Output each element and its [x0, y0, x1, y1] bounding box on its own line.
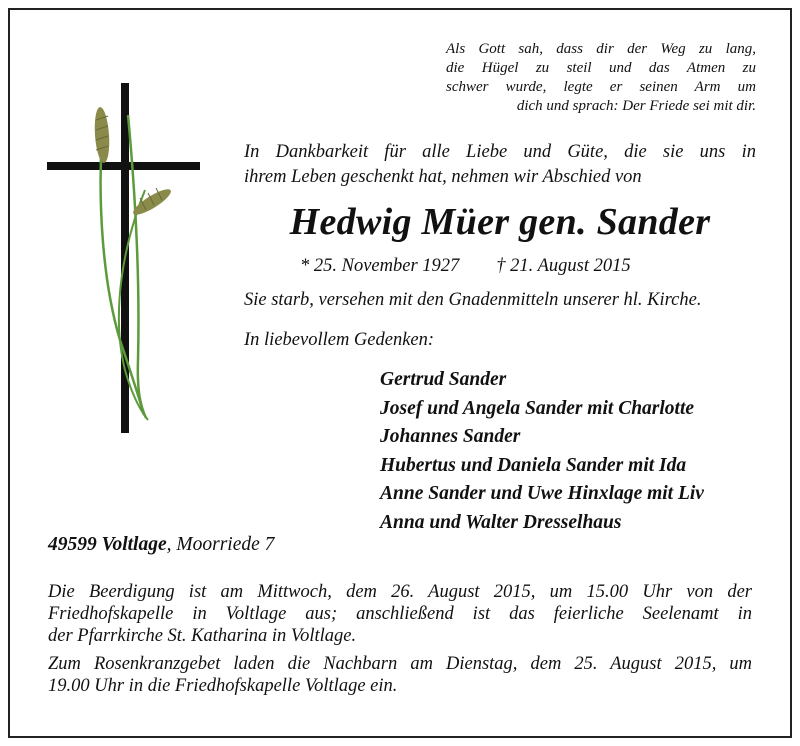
intro-line: ihrem Leben geschenkt hat, nehmen wir Abschied von	[244, 167, 642, 187]
memory-label: In liebevollem Gedenken:	[244, 330, 435, 350]
address-place: 49599 Voltlage	[48, 534, 167, 555]
mourner-item: Gertrud Sander	[380, 369, 507, 390]
deceased-name: Hedwig Müer gen. Sander	[289, 201, 711, 243]
mourner-item: Anne Sander und Uwe Hinxlage mit Liv	[380, 483, 704, 504]
address-street: , Moorriede 7	[166, 534, 275, 555]
intro-text	[244, 140, 756, 190]
cross-with-wheat-icon	[40, 80, 210, 440]
funeral-line: Die Beerdigung ist am Mittwoch, dem 26. August 2015, um 15.00 Uhr von der	[48, 582, 752, 602]
rosary-line: 19.00 Uhr in die Friedhofskapelle Voltlage ein.	[48, 676, 398, 696]
birth-date: * 25. November 1927	[300, 256, 460, 276]
mourners-list	[380, 366, 704, 537]
family-address	[48, 534, 274, 556]
intro-line: In Dankbarkeit für alle Liebe und Güte, die sie uns in	[244, 142, 756, 162]
death-date: † 21. August 2015	[496, 256, 631, 276]
sacraments-note: Sie starb, versehen mit den Gnadenmitteln unserer hl. Kirche.	[244, 290, 702, 310]
rosary-line: Zum Rosenkranzgebet laden die Nachbarn am Dienstag, dem 25. August 2015, um	[48, 654, 752, 674]
mourner-item: Johannes Sander	[380, 426, 521, 447]
poem-line: die Hügel zu steil und das Atmen zu	[446, 60, 756, 76]
life-dates	[300, 256, 631, 277]
poem-line: schwer wurde, legte er seinen Arm um	[446, 79, 756, 95]
mourner-item: Anna und Walter Dresselhaus	[380, 511, 622, 533]
mourner-item: Josef und Angela Sander mit Charlotte	[380, 397, 695, 419]
poem	[446, 40, 756, 116]
funeral-line: der Pfarrkirche St. Katharina in Voltlage.	[48, 626, 357, 646]
poem-line: dich und sprach: Der Friede sei mit dir.	[516, 98, 756, 114]
funeral-details	[48, 581, 752, 703]
mourner-item: Hubertus und Daniela Sander mit Ida	[380, 454, 687, 476]
poem-line: Als Gott sah, dass dir der Weg zu lang,	[446, 41, 756, 57]
funeral-line: Friedhofskapelle in Voltlage aus; anschließend ist das feierliche Seelenamt in	[48, 604, 752, 624]
